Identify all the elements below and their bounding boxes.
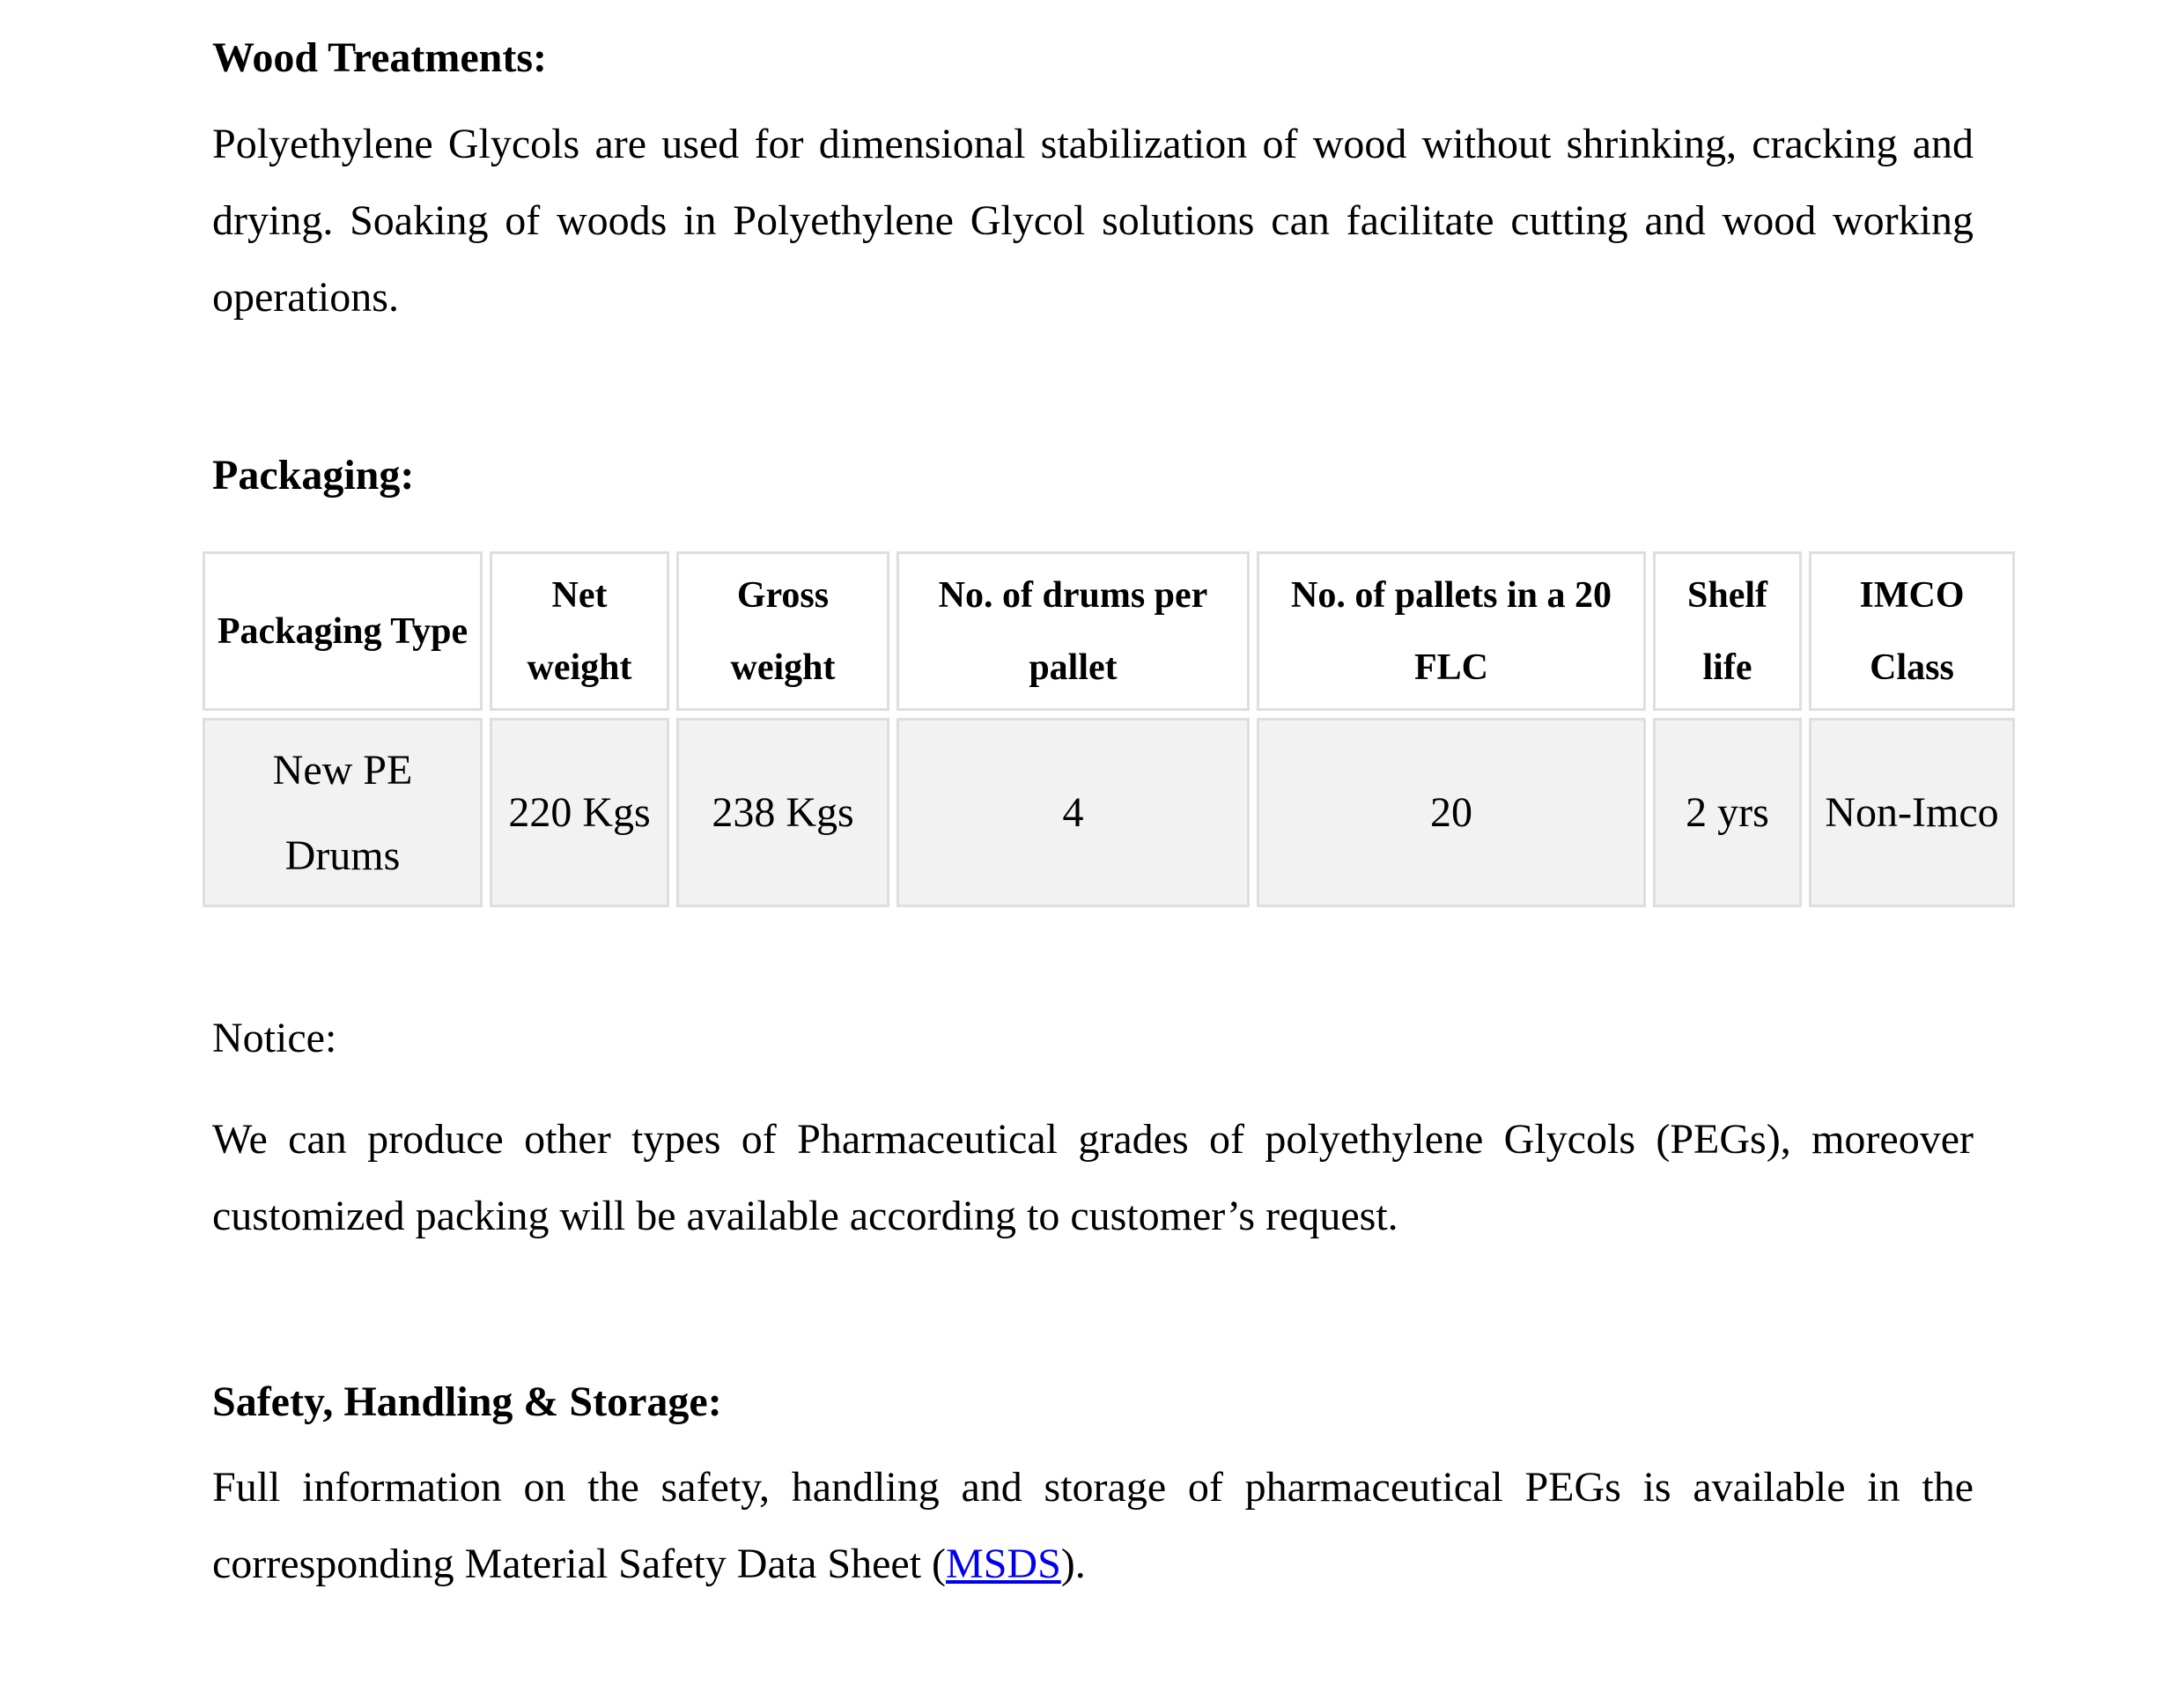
notice-label: Notice: [212, 1015, 337, 1061]
safety-text-before: Full information on the safety, handling and storage of pharmaceutical PEGs is available in the corresponding Material Safety Data Sheet ( [212, 1464, 1974, 1587]
cell-imco-class: Non-Imco [1809, 718, 2015, 907]
cell-packaging-type: New PE Drums [203, 718, 483, 907]
packaging-heading: Packaging: [212, 452, 415, 499]
safety-heading: Safety, Handling & Storage: [212, 1378, 722, 1425]
safety-paragraph [212, 1449, 1974, 1602]
notice-paragraph: We can produce other types of Pharmaceutical grades of polyethylene Glycols (PEGs), moreover customized packing will be available according to customer’s request. [212, 1116, 1974, 1239]
header-drums-per-pallet: No. of drums per pallet [896, 551, 1250, 711]
cell-net-weight: 220 Kgs [490, 718, 669, 907]
table-row [203, 718, 2015, 907]
cell-pallets-per-flc: 20 [1257, 718, 1646, 907]
packaging-table [196, 544, 2022, 914]
header-pallets-per-flc: No. of pallets in a 20 FLC [1257, 551, 1646, 711]
cell-gross-weight: 238 Kgs [676, 718, 889, 907]
header-packaging-type: Packaging Type [203, 551, 483, 711]
header-shelf-life: Shelf life [1653, 551, 1802, 711]
msds-link[interactable]: MSDS [946, 1541, 1061, 1587]
safety-text-after: ). [1060, 1541, 1086, 1587]
wood-treatments-paragraph: Polyethylene Glycols are used for dimensional stabilization of wood without shrinking, cracking and drying. Soaking of woods in Polyethylene Glycol solutions can facilitate cutting and wood working operations. [212, 121, 1974, 321]
header-net-weight: Net weight [490, 551, 669, 711]
cell-drums-per-pallet: 4 [896, 718, 1250, 907]
cell-shelf-life: 2 yrs [1653, 718, 1802, 907]
header-imco-class: IMCO Class [1809, 551, 2015, 711]
wood-treatments-heading: Wood Treatments: [212, 34, 547, 81]
header-gross-weight: Gross weight [676, 551, 889, 711]
packaging-table-header-row [203, 551, 2015, 711]
